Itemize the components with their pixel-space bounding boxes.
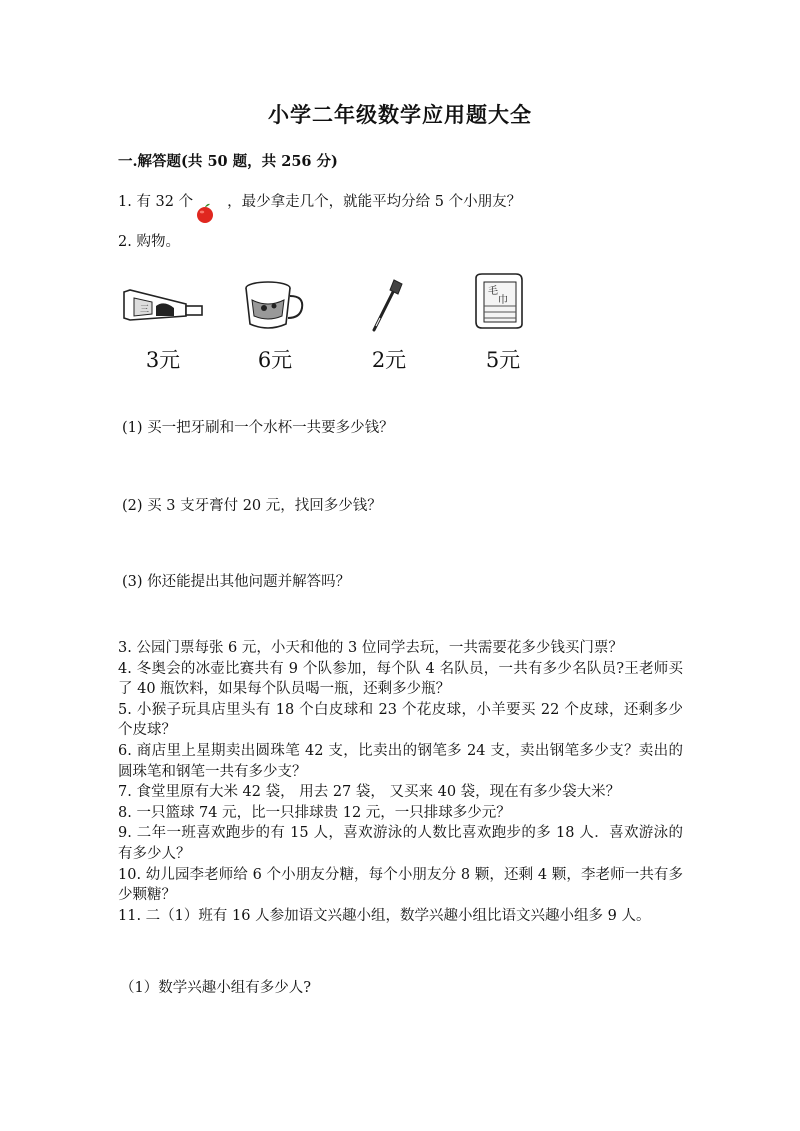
item-cup: [230, 282, 320, 372]
svg-text:三: 三: [140, 305, 150, 315]
section-heading: 一.解答题(共 50 题，共 256 分): [118, 153, 338, 170]
item-price: 6元: [257, 348, 293, 372]
toothpaste-icon: [118, 282, 208, 332]
towel-label-top: 毛: [488, 286, 498, 297]
towel-icon: [458, 272, 548, 330]
question-5: 5. 小猴子玩具店里头有 18 个白皮球和 23 个花皮球，小羊要买 22 个皮球，还剩多少个皮球？: [118, 701, 683, 739]
item-towel: [458, 282, 548, 372]
question-10: 10. 幼儿园李老师给 6 个小朋友分糖，每个小朋友分 8 颗，还剩 4 颗，李老师一共有多少颗糖？: [118, 866, 683, 904]
question-1: [118, 190, 521, 211]
question-4: 4. 冬奥会的冰壶比赛共有 9 个队参加，每个队 4 名队员，一共有多少名队员?王老师买了 40 瓶饮料，如果每个队员喝一瓶，还剩多少瓶？: [118, 660, 683, 698]
item-toothbrush: [344, 282, 434, 372]
towel-label-bottom: 巾: [498, 295, 508, 306]
question-6: 6. 商店里上星期卖出圆珠笔 42 支，比卖出的钢笔多 24 支，卖出钢笔多少支？卖出的圆珠笔和钢笔一共有多少支？: [118, 742, 683, 780]
shopping-items: [118, 282, 548, 372]
question-3: 3. 公园门票每张 6 元，小天和他的 3 位同学去玩，一共需要花多少钱买门票？: [118, 640, 623, 656]
item-toothpaste: [118, 282, 208, 372]
question-2-sub-2: (2) 买 3 支牙膏付 20 元，找回多少钱？: [122, 498, 382, 514]
item-price: 3元: [145, 348, 181, 372]
question-8: 8. 一只篮球 74 元，比一只排球贵 12 元，一只排球多少元？: [118, 804, 511, 821]
question-1-text-before: 1. 有 32 个: [118, 194, 194, 210]
question-2: 2. 购物。: [118, 234, 180, 250]
question-1-text-after: ，最少拿走几个，就能平均分给 5 个小朋友？: [227, 194, 522, 210]
item-price: 5元: [485, 348, 521, 372]
toothbrush-icon: [344, 276, 434, 332]
item-price: 2元: [371, 348, 407, 372]
question-7: 7. 食堂里原有大米 42 袋， 用去 27 袋， 又买来 40 袋，现在有多少袋大米？: [118, 784, 621, 801]
question-2-sub-3: (3) 你还能提出其他问题并解答吗？: [122, 574, 351, 590]
page-title: 小学二年级数学应用题大全: [268, 102, 532, 127]
question-11: 11. 二（1）班有 16 人参加语文兴趣小组，数学兴趣小组比语文兴趣小组多 9 人。: [118, 907, 651, 924]
question-list: [118, 638, 683, 926]
question-2-sub-1: (1) 买一把牙刷和一个水杯一共要多少钱？: [122, 420, 394, 436]
question-11-sub-1: （1）数学兴趣小组有多少人?: [120, 980, 311, 996]
apple-icon: [194, 202, 216, 224]
cup-icon: [230, 276, 320, 332]
question-9: 9. 二年一班喜欢跑步的有 15 人，喜欢游泳的人数比喜欢跑步的多 18 人．喜欢游泳的有多少人？: [118, 825, 683, 862]
